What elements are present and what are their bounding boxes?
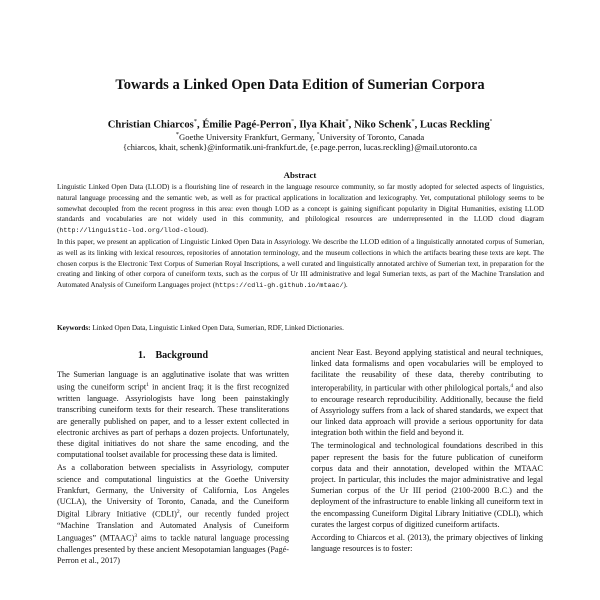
keywords-text: Linked Open Data, Linguistic Linked Open Data, Sumerian, RDF, Linked Dictionaries. (90, 324, 344, 332)
body-text: ancient Near East. Beyond applying statistical and neural techniques, linked data formalisms and open vocabularies will be employed to facilitate the reusability of these data, thereby contributing to interoperability, in particular with other philological portals, (311, 348, 543, 393)
body-text: The Sumerian language is an agglutinative isolate that was written using the cuneiform script (57, 370, 289, 392)
keywords-label: Keywords: (57, 324, 91, 332)
affiliation-mark: * (411, 118, 415, 125)
affiliation-mark: ° (489, 118, 493, 125)
paper-title: Towards a Linked Open Data Edition of Sumerian Corpora (115, 77, 485, 93)
right-column (311, 347, 543, 556)
affiliation-mark: * (345, 118, 349, 125)
section-heading (57, 350, 289, 362)
author-emails: {chiarcos, khait, schenk}@informatik.uni-frankfurt.de, {e.page.perron, lucas.reckling}@mail.utoronto.ca (122, 143, 478, 152)
abstract-text: ). (203, 226, 209, 235)
body-paragraph: The terminological and technological foundations described in this paper represent the basis for the future publication of cuneiform corpus data and their annotation, developed within the MTAAC project. In particular, this includes the major administrative and legal Sumerian corpus of the Ur III period (2100-2000 B.C.) and the deployment of the infrastructure to enable linking all cuneiform text in the encompassing Cuneiform Digital Library Initiative (CDLI), which curates the largest corpus of digitized cuneiform artifacts. (311, 441, 543, 529)
section-number: 1. (137, 350, 146, 361)
body-text: aims to tackle natural language processing challenges presented by these ancient Mesopotamian languages (Pagé-Perron et al., 2017) (57, 534, 289, 566)
affiliation-mark: ° (316, 131, 320, 138)
llod-cloud-url[interactable]: http://linguistic-lod.org/llod-cloud (59, 227, 204, 236)
footnote-mark[interactable]: 4 (510, 382, 514, 389)
footnote-mark[interactable]: 3 (134, 533, 138, 540)
body-text: As a collaboration between specialists in Assyriology, computer science and computational linguistics at the Goethe University Frankfurt, Germany, the University of California, Los Angeles (UCLA), the University of Toronto, Canada, and the Cuneiform Digital Library Initiative (CDLI) (57, 463, 289, 519)
body-paragraph: According to Chiarcos et al. (2013), the primary objectives of linking language resources is to foster: (311, 532, 543, 554)
author-name: Lucas Reckling (419, 119, 490, 131)
author-name: Émilie Pagé-Perron (202, 119, 292, 131)
author-name: Niko Schenk (353, 119, 412, 131)
author-list: Christian Chiarcos*, Émilie Pagé-Perron°, Ilya Khait*, Niko Schenk*, Lucas Reckling° (107, 118, 493, 131)
affiliation-mark: ° (291, 118, 294, 125)
body-paragraph (57, 369, 289, 460)
keywords (57, 323, 544, 334)
abstract-text: In this paper, we present an application of Linguistic Linked Open Data in Assyriology. We describe the LLOD edition of a linguistically annotated corpus of Sumerian, as well as its linking with lexical resources, repositories of annotation terminology, and the museum collections in which the artifacts bearing these texts are kept. The chosen corpus is the Electronic Text Corpus of Sumerian Royal Inscriptions, a well curated and linguistically annotated archive of Sumerian text, in preparation for the creating and linking of other corpora of cuneiform texts, such as the corpus of Ur III administrative and legal Sumerian texts, as part of the Machine Translation and Automated Analysis of Cuneiform Languages project ( (57, 237, 544, 290)
abstract-body (57, 182, 544, 292)
body-paragraph (311, 347, 543, 438)
left-column (57, 350, 289, 569)
abstract-text: ). (343, 281, 348, 290)
footnote-mark[interactable]: 2 (176, 509, 180, 516)
affiliation-text: Goethe University Frankfurt, Germany, (179, 131, 317, 142)
footnote-mark[interactable]: 1 (146, 382, 149, 389)
abstract-heading: Abstract (283, 170, 317, 180)
author-name: Ilya Khait (299, 119, 346, 131)
mtaac-project-url[interactable]: https://cdli-gh.github.io/mtaac/ (215, 282, 344, 291)
affiliation-mark: * (175, 131, 180, 138)
author-name: Christian Chiarcos (107, 119, 194, 131)
section-title: Background (155, 350, 209, 361)
abstract-paragraph (57, 237, 544, 292)
abstract-paragraph (57, 182, 544, 237)
body-text: in ancient Iraq; it is the first recognized written language. Assyriologists have long been painstakingly transcribing cuneiform texts for their research. These transliterations are generally published on paper, and to a lesser extent collected in electronic archives as part of perhaps a dozen projects. Unfortunately, these digital initiatives do not share the same encoding, and the computational toolset available for processing these data is limited. (57, 382, 289, 460)
abstract-text: Linguistic Linked Open Data (LLOD) is a flourishing line of research in the language resource community, so far mostly adopted for selected aspects of linguistics, natural language processing and the semantic web, as well as for practical applications in localization and lexicography. Yet, computational philology seems to be somewhat decoupled from the recent progress in this area: even though LOD as a concept is gaining significant popularity in Digital Humanities, existing LLOD standards and vocabularies are not widely used in this community, and philological resources are underrepresented in the LLOD cloud diagram ( (57, 183, 544, 235)
affiliation-mark: * (193, 118, 198, 125)
affiliation-line (0, 131, 600, 142)
body-text: and also to encourage research reproducibility. Additionally, because the field of Assyriology suffers from a lack of shared standards, we expect that our linked data approach will provide a serious opportunity for data integration both within the field and beyond it. (311, 383, 543, 438)
affiliation-text: University of Toronto, Canada (319, 131, 425, 142)
body-text: , our recently funded project “Machine Translation and Automated Analysis of Cuneiform Languages” (MTAAC) (57, 509, 290, 544)
body-paragraph (57, 462, 289, 566)
